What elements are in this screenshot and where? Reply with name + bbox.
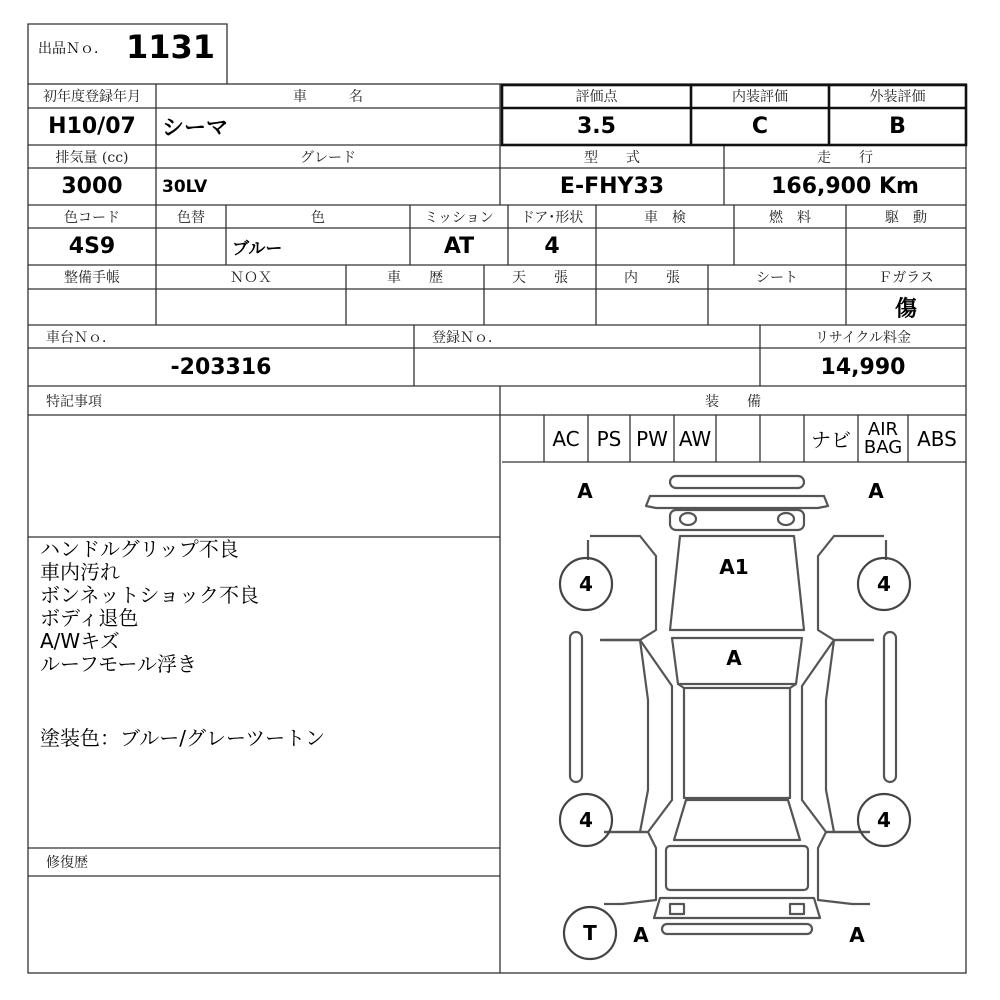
equip-ps: PS [596, 426, 622, 451]
equip-navi: ナビ [811, 428, 851, 452]
mileage-value: 166,900 Km [771, 174, 919, 199]
recycle-value: 14,990 [820, 354, 906, 380]
tire-front-left: 4 [579, 572, 593, 596]
exterior-value: B [889, 114, 906, 139]
paint-color-note: 塗装色：ブルー/グレーツートン [40, 726, 326, 750]
model-value: E-FHY33 [559, 174, 665, 199]
interior-label: 内装評価 [732, 89, 788, 105]
exterior-label: 外装評価 [869, 89, 926, 105]
displacement-value: 3000 [61, 174, 123, 199]
remarks-label: 特記事項 [46, 393, 102, 410]
first-reg-value: H10/07 [48, 114, 136, 139]
fglass-value: 傷 [894, 295, 917, 322]
spare-tire: T [583, 921, 597, 945]
repair-label: 修復歴 [46, 855, 88, 871]
color-value: ブルー [232, 239, 283, 259]
history-label: 車 歴 [387, 270, 443, 286]
tire-rear-left: 4 [579, 808, 593, 832]
car-name-value: シーマ [162, 116, 229, 141]
first-reg-label: 初年度登録年月 [43, 89, 141, 105]
remark-line: ボディ退色 [40, 606, 139, 630]
tire-front-right: 4 [877, 572, 891, 596]
fuel-label: 燃 料 [769, 209, 811, 226]
equipment-label: 装 備 [705, 393, 761, 410]
equip-pw: PW [636, 426, 668, 451]
remark-line: 車内汚れ [40, 560, 120, 584]
grade-label: グレード [300, 149, 356, 166]
recycle-label: リサイクル料金 [814, 329, 912, 346]
car-name-label: 車 名 [293, 89, 363, 105]
drive-label: 駆 動 [885, 209, 927, 226]
seat-label: シート [756, 270, 798, 286]
color-code-value: 4S9 [68, 234, 116, 259]
model-label: 型 式 [584, 149, 640, 166]
equip-airbag: AIR BAG [863, 418, 903, 458]
equip-ac: AC [552, 426, 580, 451]
door-label: ドア･形状 [520, 209, 584, 226]
damage-rear-left: A [633, 923, 649, 947]
remark-line: ハンドルグリップ不良 [40, 537, 239, 561]
lot-number: 1131 [126, 28, 216, 66]
chassis-value: -203316 [170, 354, 272, 380]
damage-front-left: A [577, 479, 593, 503]
score-label: 評価点 [575, 89, 618, 105]
remark-line: ルーフモール浮き [40, 652, 197, 676]
damage-hood: A1 [719, 555, 749, 579]
door-value: 4 [544, 234, 560, 259]
chassis-label: 車台Ｎｏ． [46, 329, 116, 346]
lot-label: 出品Ｎｏ． [38, 41, 108, 57]
interior-value: C [751, 114, 769, 139]
damage-front-right: A [868, 479, 884, 503]
nox-label: ＮＯＸ [230, 270, 272, 286]
color-change-label: 色替 [177, 209, 205, 226]
damage-rear-right: A [849, 923, 865, 947]
ceiling-label: 天 張 [512, 270, 568, 286]
color-code-label: 色コード [64, 209, 120, 226]
reg-no-label: 登録Ｎｏ． [432, 329, 502, 346]
grade-value: 30LV [162, 176, 208, 197]
interior-trim-label: 内 張 [624, 270, 680, 286]
mission-label: ミッション [424, 209, 494, 226]
mission-value: AT [443, 234, 475, 259]
equip-aw: AW [678, 426, 712, 451]
maintenance-label: 整備手帳 [64, 270, 120, 286]
displacement-label: 排気量 (cc) [55, 149, 129, 166]
score-value: 3.5 [577, 114, 616, 139]
remark-line: A/Wキズ [40, 629, 120, 653]
tire-rear-right: 4 [877, 808, 891, 832]
inspection-label: 車 検 [644, 209, 686, 226]
color-label: 色 [311, 209, 325, 226]
mileage-label: 走 行 [817, 149, 873, 166]
damage-windshield: A [726, 646, 742, 670]
fglass-label: Ｆガラス [878, 270, 934, 286]
remark-line: ボンネットショック不良 [40, 583, 259, 607]
equip-abs: ABS [917, 426, 957, 451]
